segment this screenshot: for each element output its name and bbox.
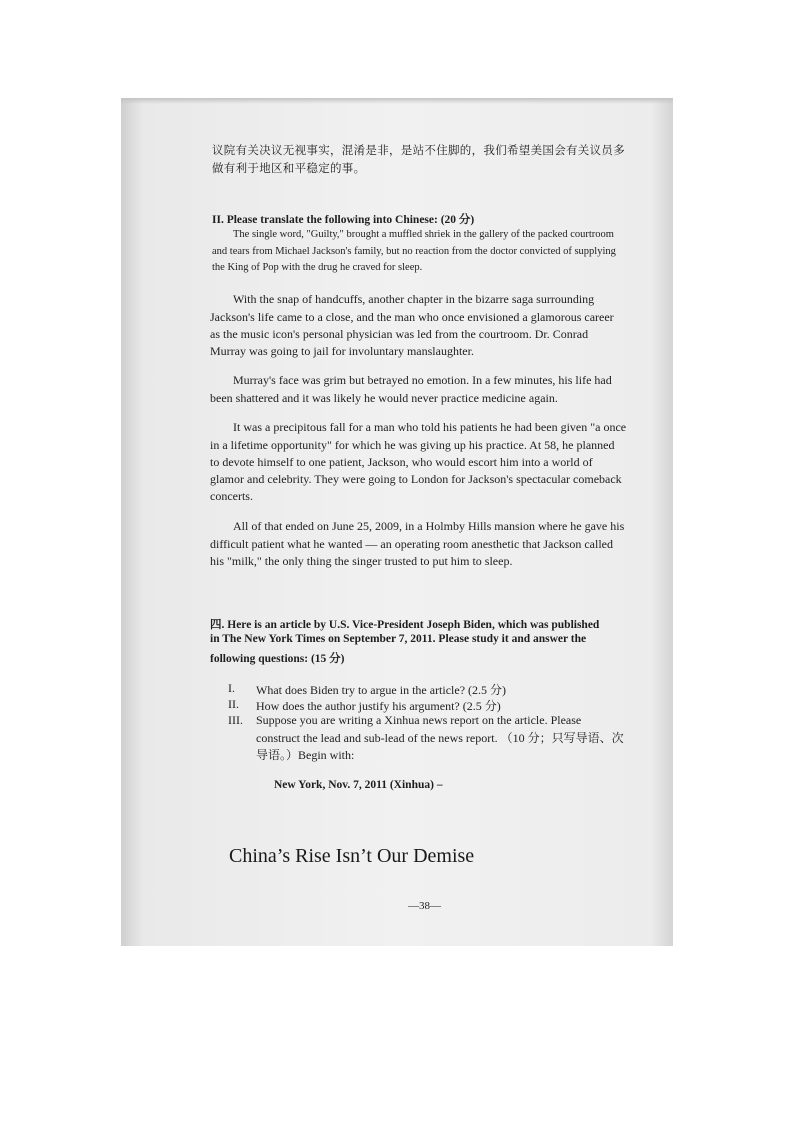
question-3-text-line-3: 导语。）Begin with: xyxy=(256,748,355,762)
question-3-text-line-2: construct the lead and sub-lead of the news report. （10 分；只写导语、次 xyxy=(256,731,624,745)
para3-line-1: It was a precipitous fall for a man who told his patients he had been given "a once xyxy=(233,420,627,434)
para3-line-5: concerts. xyxy=(210,489,253,503)
question-3-number: III. xyxy=(228,713,243,727)
article-title: China’s Rise Isn’t Our Demise xyxy=(229,845,475,867)
small-para-line-1: The single word, "Guilty," brought a muffled shriek in the gallery of the packed courtroom xyxy=(233,229,614,240)
para1-line-2: Jackson's life came to a close, and the man who once envisioned a glamorous career xyxy=(210,310,614,324)
para2-line-1: Murray's face was grim but betrayed no emotion. In a few minutes, his life had xyxy=(233,373,612,387)
page-number: —38— xyxy=(408,900,441,912)
question-2-number: II. xyxy=(228,697,239,711)
small-para-line-2: and tears from Michael Jackson's family, but no reaction from the doctor convicted of supplying xyxy=(212,246,616,257)
para4-line-3: his "milk," the only thing the singer trusted to put him to sleep. xyxy=(210,554,513,568)
para3-line-4: glamor and celebrity. They were going to London for Jackson's spectacular comeback xyxy=(210,472,622,486)
para4-line-1: All of that ended on June 25, 2009, in a Holmby Hills mansion where he gave his xyxy=(233,519,625,533)
intro-line-1: 议院有关决议无视事实，混淆是非，是站不住脚的，我们希望美国会有关议员多 xyxy=(212,143,625,157)
section-4-heading-line-3: following questions: (15 分) xyxy=(210,653,345,665)
para1-line-1: With the snap of handcuffs, another chapter in the bizarre saga surrounding xyxy=(233,292,595,306)
question-1-number: I. xyxy=(228,681,235,695)
section-2-heading: II. Please translate the following into Chinese: (20 分) xyxy=(212,214,475,226)
section-4-heading-line-2: in The New York Times on September 7, 2011. Please study it and answer the xyxy=(210,633,587,645)
para3-line-2: in a lifetime opportunity" for which he was giving up his practice. At 58, he planned xyxy=(210,438,615,452)
para2-line-2: been shattered and it was likely he would never practice medicine again. xyxy=(210,391,558,405)
small-para-line-3: the King of Pop with the drug he craved for sleep. xyxy=(212,262,423,273)
para1-line-3: as the music icon's personal physician was led from the courtroom. Dr. Conrad xyxy=(210,327,589,341)
para4-line-2: difficult patient what he wanted — an operating room anesthetic that Jackson called xyxy=(210,537,613,551)
question-1-text: What does Biden try to argue in the article? (2.5 分) xyxy=(256,683,507,697)
para3-line-3: to devote himself to one patient, Jackson, who would escort him into a world of xyxy=(210,455,593,469)
para1-line-4: Murray was going to jail for involuntary manslaughter. xyxy=(210,344,474,358)
question-3-text-line-1: Suppose you are writing a Xinhua news report on the article. Please xyxy=(256,713,582,727)
question-2-text: How does the author justify his argument? (2.5 分) xyxy=(256,699,501,713)
section-4-heading-line-1: 四. Here is an article by U.S. Vice-President Joseph Biden, which was published xyxy=(210,619,600,631)
dateline: New York, Nov. 7, 2011 (Xinhua) – xyxy=(274,779,443,791)
page-shadow xyxy=(121,98,673,104)
intro-line-2: 做有利于地区和平稳定的事。 xyxy=(212,161,366,175)
